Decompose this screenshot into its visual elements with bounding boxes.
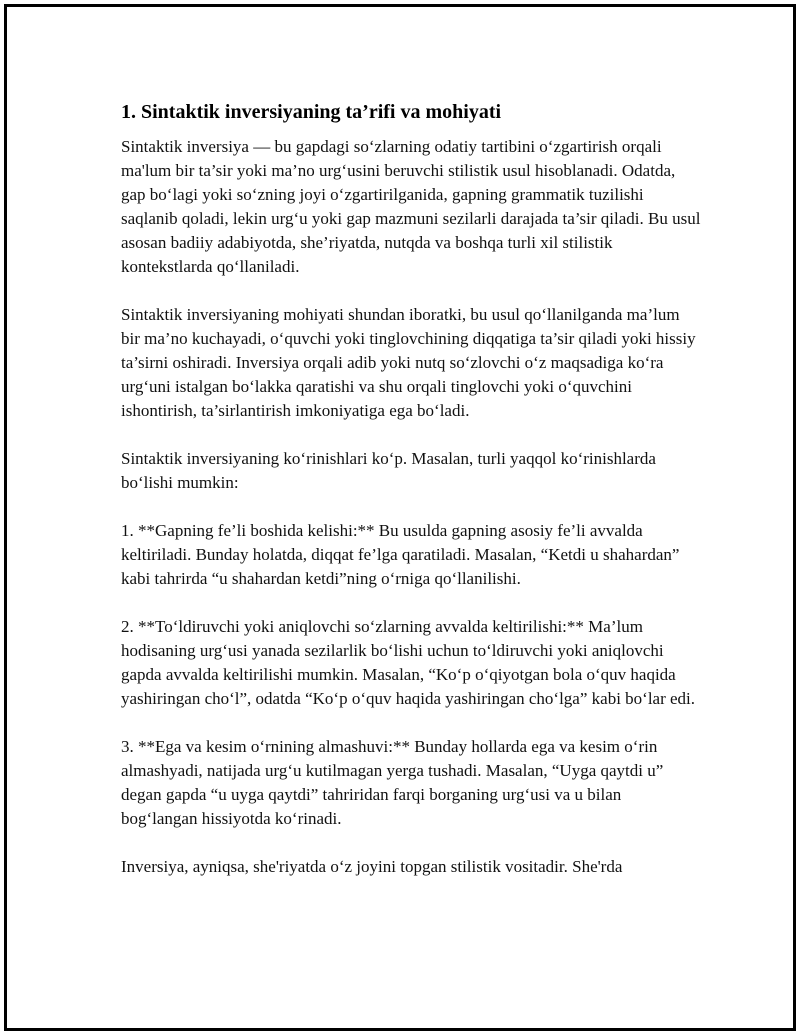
- paragraph-item-3: 3. **Ega va kesim o‘rnining almashuvi:** Bunday hollarda ega va kesim o‘rin almashyadi, natijada urg‘u kutilmagan yerga tushadi. Masalan, “Uyga qaytdi u” degan gapda “u uyga qaytdi” tahriridan farqi borganing urg‘usi va u bilan bog‘langan hissiyotda ko‘rinadi.: [121, 737, 664, 828]
- paragraph-item-2: 2. **To‘ldiruvchi yoki aniqlovchi so‘zlarning avvalda keltirilishi:** Ma’lum hodisaning urg‘usi yanada sezilarlik bo‘lishi uchun to‘ldiruvchi yoki aniqlovchi gapda avvalda keltirilishi mumkin. Masalan, “Ko‘p o‘qiyotgan bola o‘quv haqida yashiringan cho‘l”, odatda “Ko‘p o‘quv haqida yashiringan cho‘lga” kabi bo‘lar edi.: [121, 617, 696, 708]
- document-body: [121, 99, 701, 903]
- paragraph-essence: Sintaktik inversiyaning mohiyati shundan iboratki, bu usul qo‘llanilganda ma’lum bir ma’no kuchayadi, o‘quvchi yoki tinglovchining diqqatiga ta’sir qiladi yoki hissiy ta’sirni oshiradi. Inversiya orqali adib yoki nutq so‘zlovchi o‘z maqsadiga ko‘ra urg‘uni istalgan bo‘lakka qaratishi va shu orqali tinglovchi yoki o‘quvchini ishontirish, ta’sirlantirish imkoniyatiga ega bo‘ladi.: [121, 305, 696, 420]
- section-heading: 1. Sintaktik inversiyaning ta’rifi va mohiyati: [121, 101, 502, 123]
- paragraph-forms-intro: Sintaktik inversiyaning ko‘rinishlari ko‘p. Masalan, turli yaqqol ko‘rinishlarda bo‘lishi mumkin:: [121, 449, 656, 492]
- document-page: [4, 4, 796, 1031]
- paragraph-item-1: 1. **Gapning fe’li boshida kelishi:** Bu usulda gapning asosiy fe’li avvalda keltiriladi. Bunday holatda, diqqat fe’lga qaratiladi. Masalan, “Ketdi u shahardan” kabi tahrirda “u shahardan ketdi”ning o‘rniga qo‘llanilishi.: [121, 521, 680, 588]
- paragraph-definition: Sintaktik inversiya — bu gapdagi so‘zlarning odatiy tartibini o‘zgartirish orqali ma'lum bir ta’sir yoki ma’no urg‘usini beruvchi stilistik usul hisoblanadi. Odatda, gap bo‘lagi yoki so‘zning joyi o‘zgartirilganida, gapning grammatik tuzilishi saqlanib qoladi, lekin urg‘u yoki gap mazmuni sezilarli darajada ta’sir qiladi. Bu usul asosan badiiy adabiyotda, she’riyatda, nutqda va boshqa turli xil stilistik kontekstlarda qo‘llaniladi.: [121, 137, 701, 276]
- paragraph-poetry: Inversiya, ayniqsa, she'riyatda o‘z joyini topgan stilistik vositadir. She'rda: [121, 857, 623, 876]
